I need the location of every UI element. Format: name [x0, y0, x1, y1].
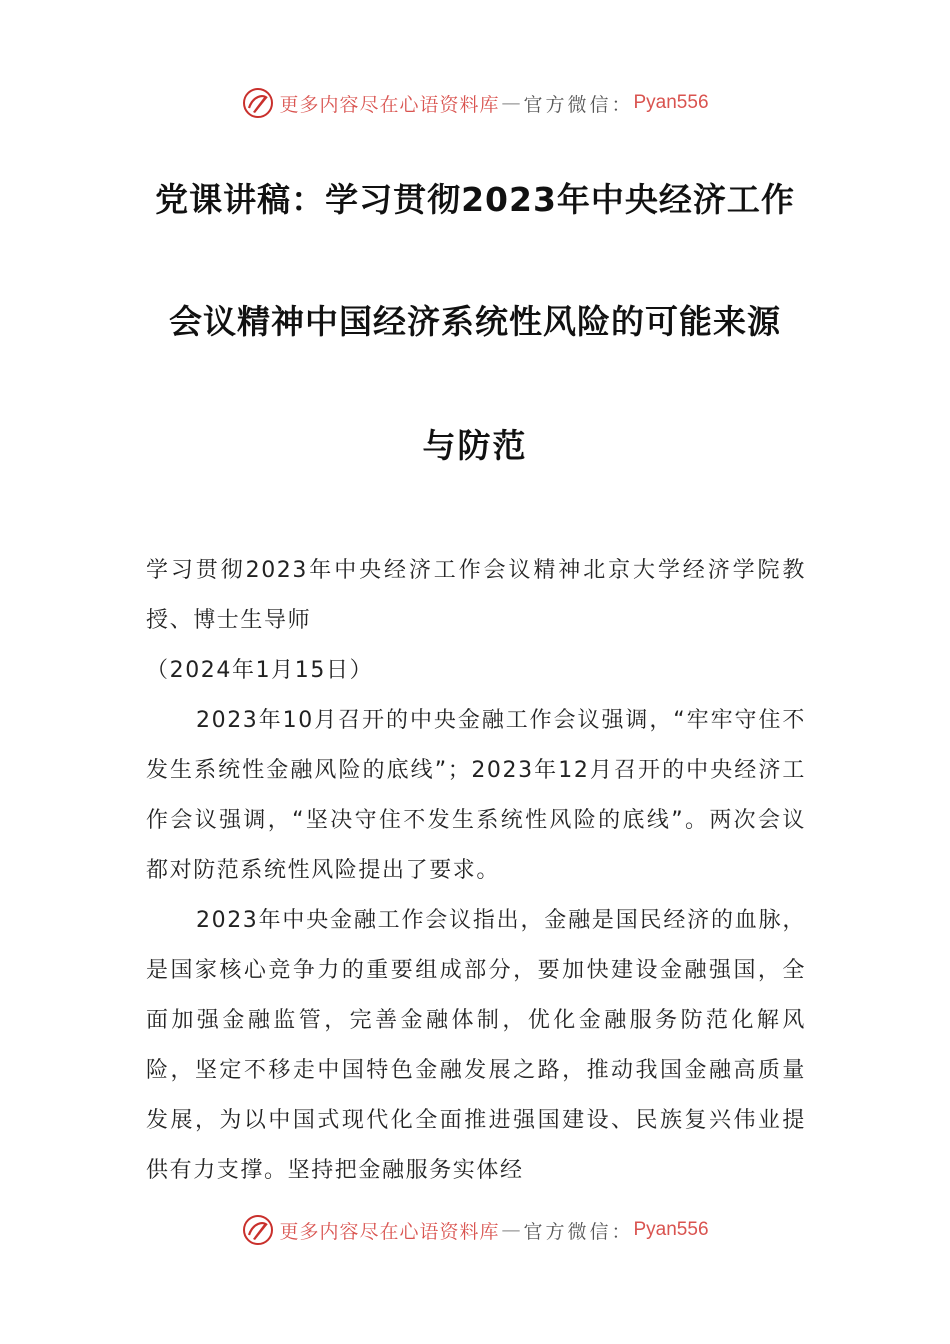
watermark-banner-bottom: [0, 1210, 950, 1250]
watermark-brand: 更多内容尽在心语资料库: [279, 1220, 500, 1243]
watermark-dash: —: [501, 92, 522, 114]
document-title-line-2: 会议精神中国经济系统性风险的可能来源: [169, 302, 781, 341]
watermark-account: Pyan556: [633, 1219, 709, 1240]
watermark-account: Pyan556: [633, 92, 709, 113]
watermark-official-label: 官方微信：: [523, 93, 634, 116]
pen-swirl-logo-icon: [241, 1213, 275, 1247]
body-paragraph: 2023年10月召开的中央金融工作会议强调，“牢牢守住不发生系统性金融风险的底线”；2023年12月召开的中央经济工作会议强调，“坚决守住不发生系统性风险的底线”。两次会议都对防范系统性风险提出了要求。: [146, 708, 806, 883]
date-line: （2024年1月15日）: [146, 658, 374, 683]
watermark-brand: 更多内容尽在心语资料库: [279, 93, 500, 116]
watermark-dash: —: [501, 1219, 522, 1241]
author-line: 学习贯彻2023年中央经济工作会议精神北京大学经济学院教授、博士生导师: [146, 558, 806, 633]
watermark-banner-top: [0, 83, 950, 123]
pen-swirl-logo-icon: [241, 86, 275, 120]
document-body: [146, 546, 806, 1196]
watermark-official-label: 官方微信：: [523, 1220, 634, 1243]
document-title-line-1: 党课讲稿：学习贯彻2023年中央经济工作: [155, 180, 795, 219]
body-paragraph: 2023年中央金融工作会议指出，金融是国民经济的血脉，是国家核心竞争力的重要组成部分，要加快建设金融强国，全面加强金融监管，完善金融体制，优化金融服务防范化解风险，坚定不移走中国特色金融发展之路，推动我国金融高质量发展，为以中国式现代化全面推进强国建设、民族复兴伟业提供有力支撑。坚持把金融服务实体经: [146, 908, 806, 1183]
document-title-line-3: 与防范: [422, 426, 528, 465]
